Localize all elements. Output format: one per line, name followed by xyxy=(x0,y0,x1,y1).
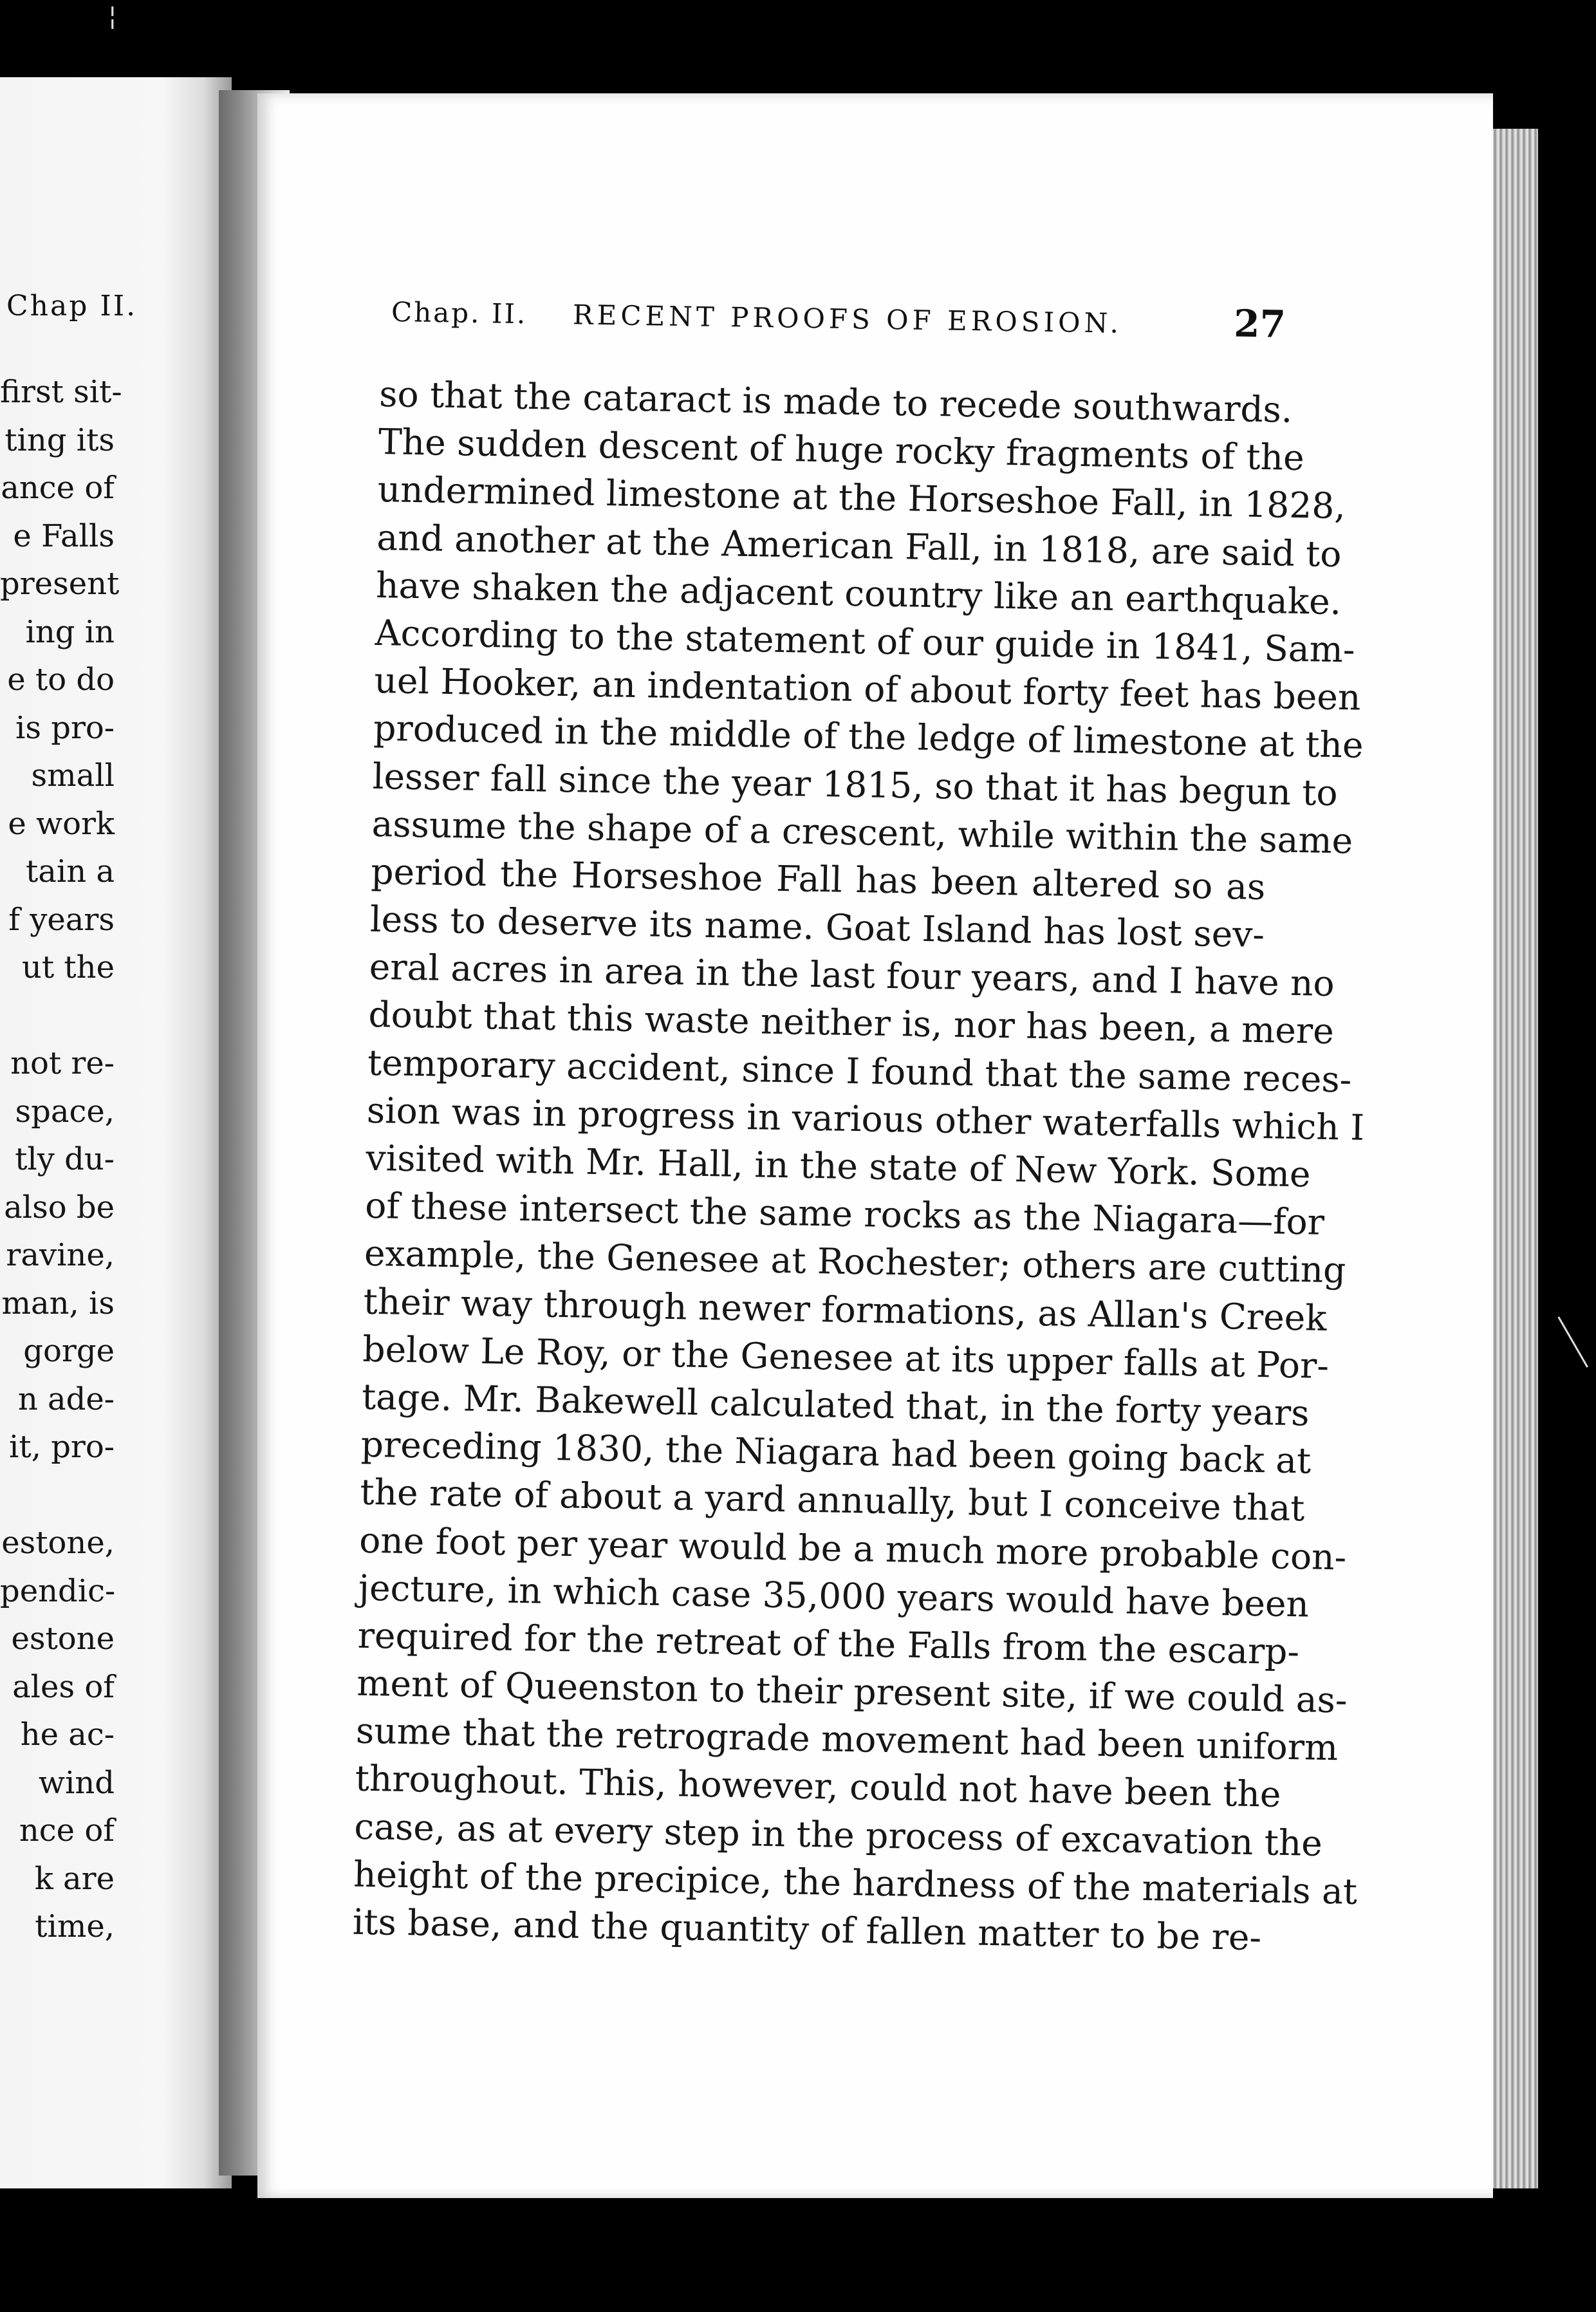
body-line: uel Hooker, an indentation of about forty feet has been xyxy=(374,660,1361,718)
previous-page-line: pendic- xyxy=(0,1572,116,1609)
previous-page-line: nce of xyxy=(19,1813,115,1849)
previous-page-line: ting its xyxy=(5,422,115,458)
scan-clip-artifact xyxy=(1557,1303,1596,1367)
previous-page-line: tly du- xyxy=(15,1141,115,1177)
page-edges xyxy=(1493,129,1538,2188)
previous-page-line: not re- xyxy=(10,1045,115,1081)
body-line: sume that the retrograde movement had been uniform xyxy=(355,1710,1339,1769)
previous-page-text xyxy=(0,368,122,1951)
body-line: preceding 1830, the Niagara had been going back at xyxy=(360,1423,1312,1482)
body-line: assume the shape of a crescent, while within the same xyxy=(371,803,1353,862)
scan-artifact-mark: ¦ xyxy=(108,1,117,31)
previous-page-line: wind xyxy=(38,1764,115,1801)
previous-page-line: he ac- xyxy=(20,1717,115,1753)
body-line: eral acres in area in the last four years, and I have no xyxy=(369,946,1335,1005)
running-head-chapter: Chap. II. xyxy=(391,296,528,330)
previous-page-line: ing in xyxy=(25,613,115,650)
previous-page-line: first sit- xyxy=(0,374,122,410)
page-body-text xyxy=(352,370,1365,1961)
body-line: and another at the American Fall, in 1818, are said to xyxy=(376,516,1342,575)
body-line: lesser fall since the year 1815, so that it has begun to xyxy=(372,755,1339,814)
body-line: its base, and the quantity of fallen matter to be re- xyxy=(352,1901,1262,1959)
previous-page-line: small xyxy=(31,758,115,794)
previous-page-line: present xyxy=(0,566,120,602)
body-line: example, the Genesee at Rochester; others are cutting xyxy=(364,1233,1346,1291)
previous-page-line: also be xyxy=(4,1189,115,1226)
body-line: throughout. This, however, could not have been the xyxy=(355,1758,1281,1816)
previous-page-line xyxy=(0,1471,115,1520)
body-line: jecture, in which case 35,000 years would have been xyxy=(358,1567,1310,1625)
previous-page-line: f years xyxy=(8,901,115,938)
previous-page-line: estone xyxy=(11,1621,115,1657)
body-line: undermined limestone at the Horseshoe Fall, in 1828, xyxy=(377,469,1346,527)
previous-page-line: ales of xyxy=(12,1668,115,1705)
previous-page-running-head: Chap II. xyxy=(6,290,138,322)
body-line: produced in the middle of the ledge of limestone at the xyxy=(373,707,1364,767)
previous-page-line: ravine, xyxy=(6,1237,115,1273)
page-number: 27 xyxy=(1233,301,1286,346)
body-line: tage. Mr. Bakewell calculated that, in the forty years xyxy=(361,1375,1310,1434)
body-line: temporary accident, since I found that the same reces- xyxy=(367,1041,1352,1101)
body-line: period the Horseshoe Fall has been altered so as xyxy=(370,850,1266,908)
previous-page-line: man, is xyxy=(1,1285,115,1321)
previous-page-line: estone, xyxy=(1,1525,115,1561)
body-line: doubt that this waste neither is, nor has been, a mere xyxy=(367,994,1335,1052)
body-line: of these intersect the same rocks as the Niagara—for xyxy=(364,1184,1325,1244)
previous-page-line: tain a xyxy=(25,853,115,890)
body-line: the rate of about a yard annually, but I conceive that xyxy=(360,1471,1305,1529)
running-head-title: RECENT PROOFS OF EROSION. xyxy=(572,299,1123,339)
previous-page-line xyxy=(0,992,115,1040)
body-line: below Le Roy, or the Genesee at its upper falls at Por- xyxy=(362,1328,1330,1386)
body-line: According to the statement of our guide in 1841, Sam- xyxy=(375,611,1355,671)
body-line: case, as at every step in the process of excavation the xyxy=(353,1805,1323,1864)
previous-page-line: time, xyxy=(35,1908,115,1944)
previous-page-line: e work xyxy=(8,805,115,842)
body-line: so that the cataract is made to recede southwards. xyxy=(378,373,1293,431)
previous-page-line: ance of xyxy=(1,470,115,506)
previous-page-line: ut the xyxy=(21,949,115,985)
previous-page-line: k are xyxy=(34,1860,115,1897)
body-line: height of the precipice, the hardness of the materials at xyxy=(353,1853,1358,1912)
previous-page-line: e to do xyxy=(7,662,115,698)
body-line: visited with Mr. Hall, in the state of New York. Some xyxy=(366,1137,1312,1195)
body-line: sion was in progress in various other waterfalls which I xyxy=(366,1089,1365,1148)
previous-page-line: e Falls xyxy=(13,517,115,554)
previous-page-line: is pro- xyxy=(15,709,115,746)
previous-page-line: gorge xyxy=(23,1333,115,1369)
body-line: have shaken the adjacent country like an earthquake. xyxy=(375,564,1342,622)
body-line: ment of Queenston to their present site, if we could as- xyxy=(356,1662,1348,1721)
body-line: their way through newer formations, as Allan's Creek xyxy=(363,1280,1328,1339)
previous-page-line: it, pro- xyxy=(9,1429,115,1465)
previous-page-line: n ade- xyxy=(17,1381,115,1417)
previous-page-line: space, xyxy=(15,1093,115,1130)
body-line: less to deserve its name. Goat Island has lost sev- xyxy=(369,898,1265,956)
body-line: The sudden descent of huge rocky fragments of the xyxy=(378,421,1305,479)
body-line: required for the retreat of the Falls from the escarp- xyxy=(357,1614,1300,1673)
body-line: one foot per year would be a much more probable con- xyxy=(358,1519,1347,1578)
